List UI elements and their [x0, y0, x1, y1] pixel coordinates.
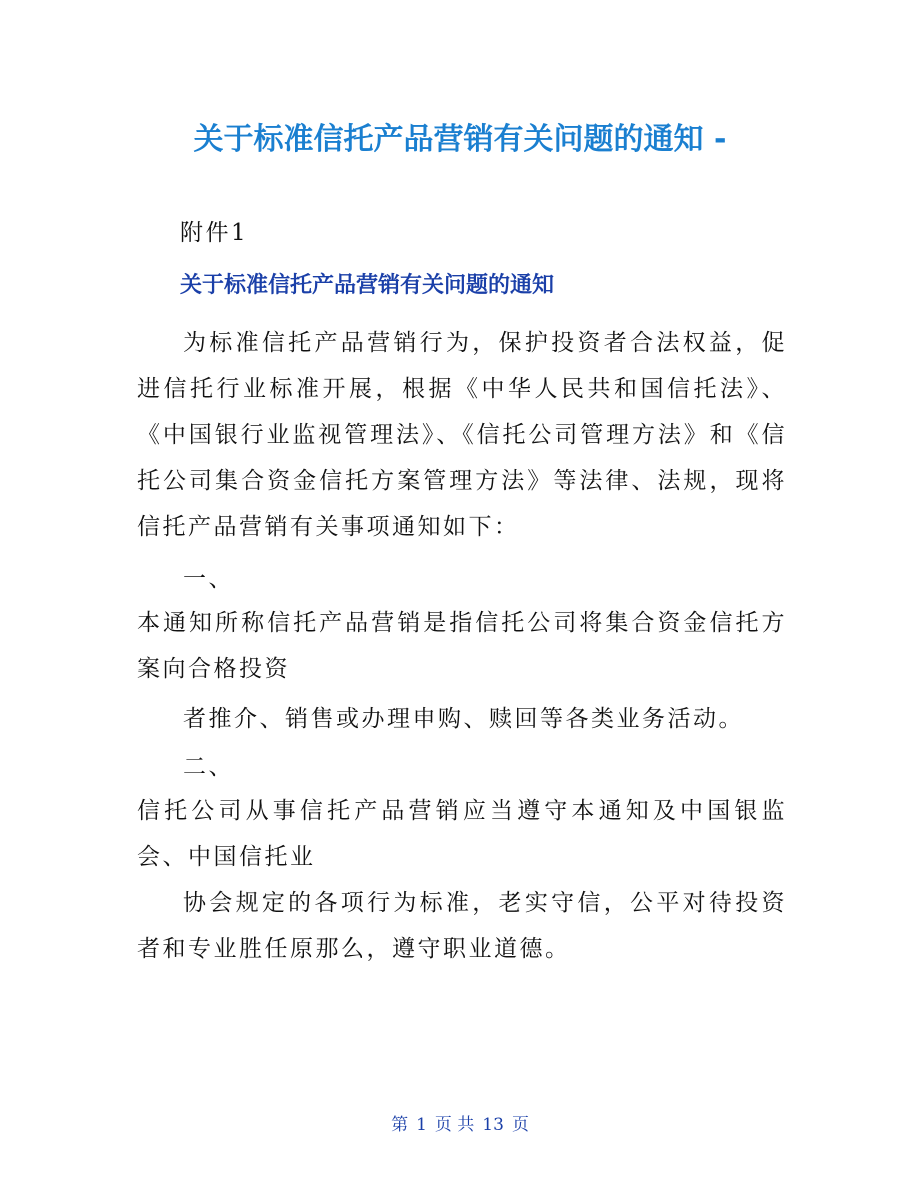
page-footer	[0, 1112, 920, 1138]
footer-prefix: 第	[391, 1115, 409, 1135]
intro-paragraph: 为标准信托产品营销行为，保护投资者合法权益，促进信托行业标准开展，根据《中华人民共和国信托法》、《中国银行业监视管理法》、《信托公司管理方法》和《信托公司集合资金信托方案管理方法》等法律、法规，现将信托产品营销有关事项通知如下：	[137, 330, 787, 540]
section-2-paragraph: 信托公司从事信托产品营销应当遵守本通知及中国银监会、中国信托业	[137, 798, 787, 870]
footer-total-pages: 13	[482, 1115, 504, 1135]
section-2-continuation: 协会规定的各项行为标准，老实守信，公平对待投资者和专业胜任原那么，遵守职业道德。	[137, 890, 787, 962]
document-subtitle: 关于标准信托产品营销有关问题的通知	[180, 273, 555, 298]
section-1-paragraph: 本通知所称信托产品营销是指信托公司将集合资金信托方案向合格投资	[137, 610, 787, 682]
footer-suffix: 页	[511, 1115, 529, 1135]
footer-current-page: 1	[416, 1115, 427, 1135]
section-1-continuation: 者推介、销售或办理申购、赎回等各类业务活动。	[183, 706, 744, 732]
section-1-heading: 一、	[183, 566, 234, 592]
page-title: 关于标准信托产品营销有关问题的通知 -	[193, 122, 727, 157]
attachment-label: 附件1	[180, 220, 249, 246]
section-2-heading: 二、	[183, 754, 234, 780]
footer-middle: 页 共	[434, 1115, 475, 1135]
